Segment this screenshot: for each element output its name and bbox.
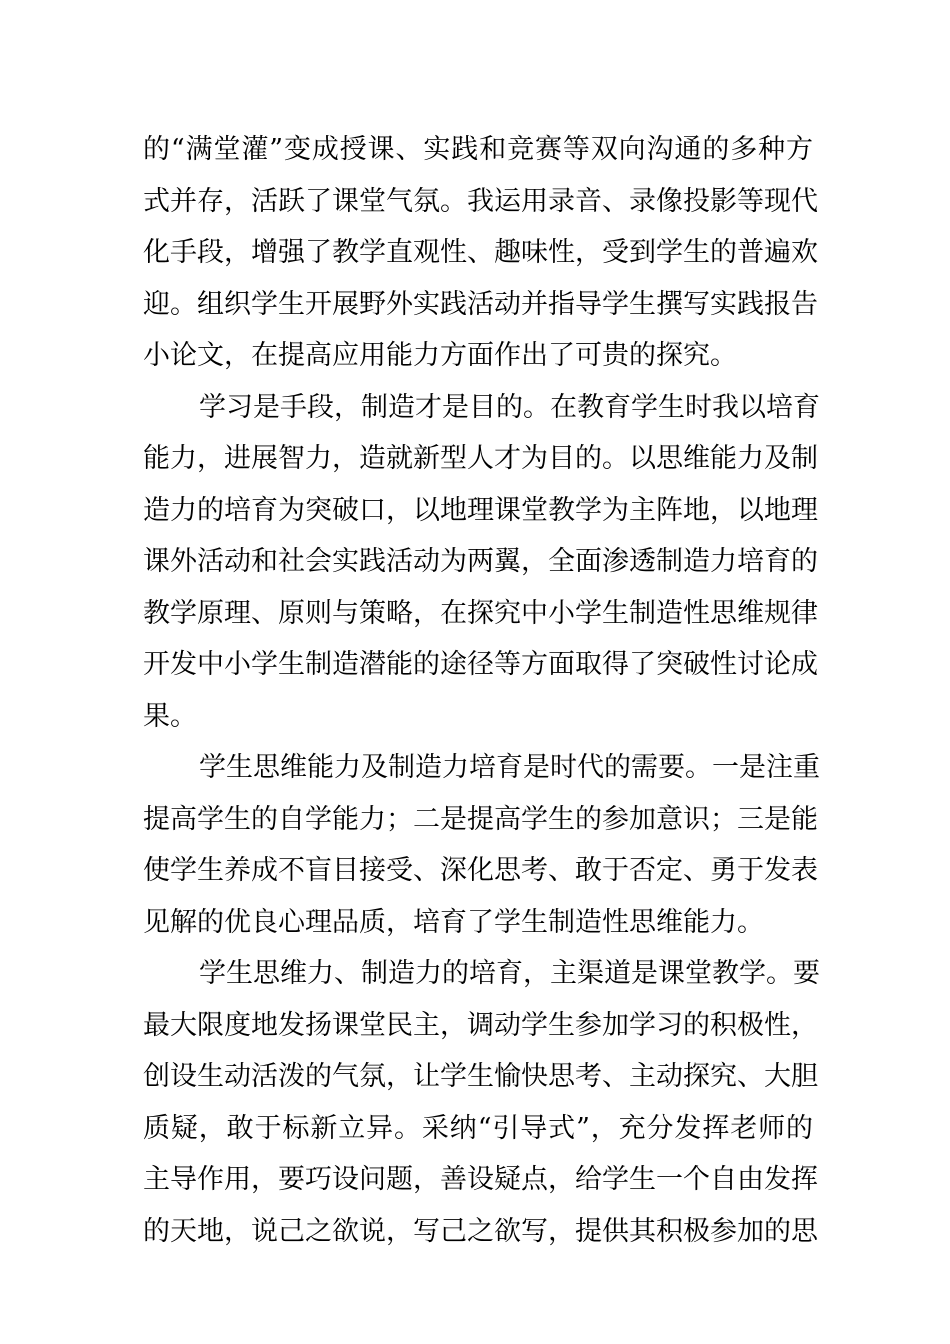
body-text — [143, 124, 820, 1257]
text-line: 开发中小学生制造潜能的途径等方面取得了突破性讨论成 — [143, 649, 818, 680]
paragraph — [143, 742, 820, 948]
text-line: 质疑，敢于标新立异。采纳“引导式”，充分发挥老师的 — [143, 1112, 813, 1144]
text-line: 学习是手段，制造才是目的。在教育学生时我以培育 — [199, 391, 820, 423]
text-line: 化手段，增强了教学直观性、趣味性，受到学生的普遍欢 — [143, 237, 818, 268]
text-line: 造力的培育为突破口，以地理课堂教学为主阵地，以地理 — [143, 494, 818, 526]
text-line: 学生思维力、制造力的培育，主渠道是课堂教学。要 — [199, 958, 820, 989]
paragraph — [143, 948, 820, 1257]
text-line: 果。 — [143, 700, 197, 732]
text-line: 主导作用，要巧设问题，善设疑点，给学生一个自由发挥 — [143, 1164, 818, 1195]
text-line: 小论文，在提高应用能力方面作出了可贵的探究。 — [143, 340, 737, 371]
text-line: 的“满堂灌”变成授课、实践和竞赛等双向沟通的多种方 — [143, 134, 813, 165]
text-line: 见解的优良心理品质，培育了学生制造性思维能力。 — [143, 906, 764, 938]
text-line: 能力，进展智力，造就新型人才为目的。以思维能力及制 — [143, 443, 818, 474]
text-line: 学生思维能力及制造力培育是时代的需要。一是注重 — [199, 752, 820, 783]
text-line: 式并存，活跃了课堂气氛。我运用录音、录像投影等现代 — [143, 185, 818, 217]
paragraph — [143, 124, 818, 382]
text-line: 创设生动活泼的气氛，让学生愉快思考、主动探究、大胆 — [143, 1061, 818, 1092]
text-line: 最大限度地发扬课堂民主，调动学生参加学习的积极性， — [143, 1009, 818, 1041]
text-line: 的天地，说己之欲说，写己之欲写，提供其积极参加的思 — [143, 1215, 818, 1247]
paragraph — [143, 382, 820, 743]
text-line: 使学生养成不盲目接受、深化思考、敢于否定、勇于发表 — [143, 855, 818, 886]
text-line: 提高学生的自学能力；二是提高学生的参加意识；三是能 — [143, 803, 818, 835]
text-line: 迎。组织学生开展野外实践活动并指导学生撰写实践报告 — [143, 288, 818, 320]
text-line: 教学原理、原则与策略，在探究中小学生制造性思维规律 — [143, 597, 818, 629]
text-line: 课外活动和社会实践活动为两翼，全面渗透制造力培育的 — [143, 546, 818, 577]
